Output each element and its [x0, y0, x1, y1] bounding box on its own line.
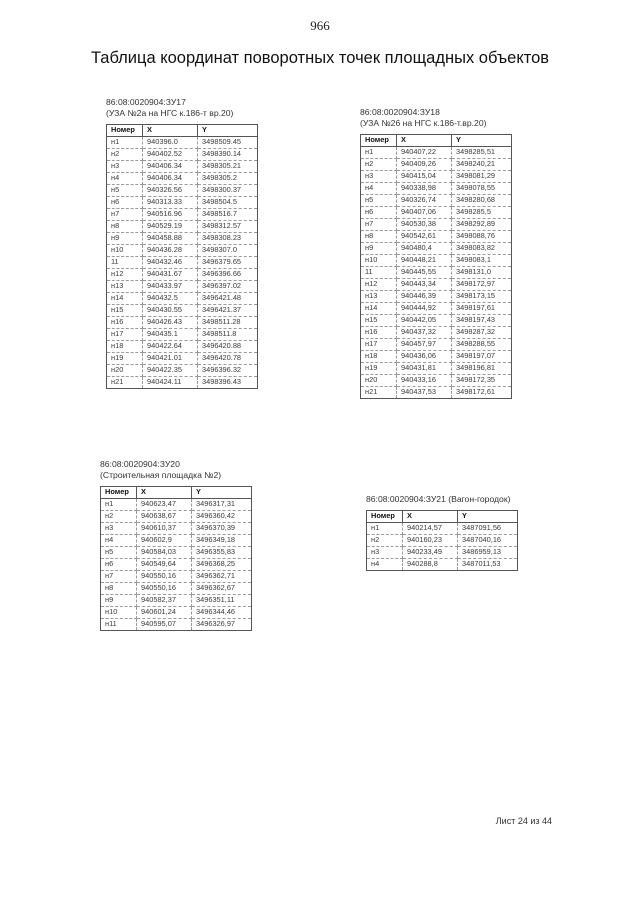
y-coordinate: 3496420.88 — [198, 341, 258, 353]
table-row — [361, 351, 512, 363]
y-coordinate: 3498088,76 — [452, 231, 512, 243]
cadastral-number: 86:08:0020904:ЗУ21 (Вагон-городок) — [366, 494, 511, 504]
object-subtitle: (УЗА №2а на НГС к.186-т вр.20) — [106, 108, 234, 118]
y-coordinate: 3487040,16 — [458, 535, 518, 547]
table-row — [361, 387, 512, 399]
table-row — [107, 197, 258, 209]
point-number: 11 — [361, 267, 397, 279]
x-coordinate: 940422.35 — [143, 365, 198, 377]
table-row — [107, 305, 258, 317]
x-coordinate: 940406.34 — [143, 161, 198, 173]
x-coordinate: 940550,16 — [137, 583, 192, 595]
table-row — [107, 353, 258, 365]
table-row — [361, 183, 512, 195]
point-number: н21 — [361, 387, 397, 399]
point-number: н20 — [107, 365, 143, 377]
x-coordinate: 940326.56 — [143, 185, 198, 197]
y-coordinate: 3498396.43 — [198, 377, 258, 389]
table-row — [361, 315, 512, 327]
x-coordinate: 940436,06 — [397, 351, 452, 363]
coordinates-table — [100, 486, 252, 631]
x-coordinate: 940407,22 — [397, 147, 452, 159]
table-row — [101, 523, 252, 535]
x-coordinate: 940437,53 — [397, 387, 452, 399]
x-coordinate: 940445,55 — [397, 267, 452, 279]
x-coordinate: 940602,9 — [137, 535, 192, 547]
x-coordinate: 940288,8 — [403, 559, 458, 571]
x-coordinate: 940529.19 — [143, 221, 198, 233]
x-coordinate: 940415,04 — [397, 171, 452, 183]
point-number: н6 — [101, 559, 137, 571]
object-subtitle: (Строительная площадка №2) — [100, 470, 222, 480]
point-number: н20 — [361, 375, 397, 387]
y-coordinate: 3498511.28 — [198, 317, 258, 329]
y-coordinate: 3486959,13 — [458, 547, 518, 559]
y-coordinate: 3498240,21 — [452, 159, 512, 171]
table-row — [361, 231, 512, 243]
table-header-row — [101, 487, 252, 499]
table-row — [361, 255, 512, 267]
table-row — [107, 149, 258, 161]
point-number: н14 — [107, 293, 143, 305]
cadastral-number: 86:08:0020904:ЗУ17 — [106, 97, 186, 107]
x-coordinate: 940610,37 — [137, 523, 192, 535]
x-coordinate: 940422.64 — [143, 341, 198, 353]
cadastral-number: 86:08:0020904:ЗУ20 — [100, 459, 180, 469]
point-number: н4 — [101, 535, 137, 547]
point-number: н7 — [101, 571, 137, 583]
y-coordinate: 3498196,81 — [452, 363, 512, 375]
x-coordinate: 940530,38 — [397, 219, 452, 231]
table-row — [361, 171, 512, 183]
point-number: н17 — [107, 329, 143, 341]
x-coordinate: 940480,4 — [397, 243, 452, 255]
point-number: н10 — [101, 607, 137, 619]
table-row — [101, 619, 252, 631]
y-coordinate: 3496351,11 — [192, 595, 252, 607]
y-coordinate: 3498308.23 — [198, 233, 258, 245]
y-coordinate: 3496396.32 — [198, 365, 258, 377]
y-coordinate: 3496397.02 — [198, 281, 258, 293]
x-coordinate: 940421.01 — [143, 353, 198, 365]
y-coordinate: 3498172,61 — [452, 387, 512, 399]
table-row — [361, 339, 512, 351]
y-coordinate: 3498305.2 — [198, 173, 258, 185]
point-number: н4 — [107, 173, 143, 185]
y-coordinate: 3496362,67 — [192, 583, 252, 595]
table-row — [367, 547, 518, 559]
table-block-zu17 — [106, 97, 258, 389]
point-number: н3 — [367, 547, 403, 559]
y-coordinate: 3498285,5 — [452, 207, 512, 219]
header-cell-x: X — [137, 487, 192, 499]
y-coordinate: 3498511.8 — [198, 329, 258, 341]
y-coordinate: 3498131,0 — [452, 267, 512, 279]
y-coordinate: 3496360,42 — [192, 511, 252, 523]
point-number: н5 — [101, 547, 137, 559]
point-number: н7 — [107, 209, 143, 221]
x-coordinate: 940549,64 — [137, 559, 192, 571]
table-row — [101, 499, 252, 511]
x-coordinate: 940326,74 — [397, 195, 452, 207]
y-coordinate: 3498172,97 — [452, 279, 512, 291]
table-header-row — [367, 511, 518, 523]
object-subtitle: (УЗА №26 на НГС к.186-т.вр.20) — [360, 118, 487, 128]
point-number: н3 — [107, 161, 143, 173]
point-number: н1 — [361, 147, 397, 159]
point-number: н1 — [367, 523, 403, 535]
y-coordinate: 3496396.66 — [198, 269, 258, 281]
point-number: н3 — [361, 171, 397, 183]
cadastral-number: 86:08:0020904:ЗУ18 — [360, 107, 440, 117]
y-coordinate: 3498300.37 — [198, 185, 258, 197]
header-cell-y: Y — [192, 487, 252, 499]
point-number: н4 — [367, 559, 403, 571]
x-coordinate: 940409,26 — [397, 159, 452, 171]
point-number: н19 — [107, 353, 143, 365]
header-cell-x: X — [143, 125, 198, 137]
x-coordinate: 940458.88 — [143, 233, 198, 245]
y-coordinate: 3498197,43 — [452, 315, 512, 327]
table-row — [107, 269, 258, 281]
y-coordinate: 3498078,55 — [452, 183, 512, 195]
x-coordinate: 940448,21 — [397, 255, 452, 267]
point-number: н7 — [361, 219, 397, 231]
table-row — [107, 257, 258, 269]
y-coordinate: 3496326,97 — [192, 619, 252, 631]
table-row — [367, 523, 518, 535]
y-coordinate: 3498197,07 — [452, 351, 512, 363]
x-coordinate: 940431,81 — [397, 363, 452, 375]
table-row — [107, 209, 258, 221]
table-row — [107, 185, 258, 197]
x-coordinate: 940214,57 — [403, 523, 458, 535]
point-number: н6 — [107, 197, 143, 209]
y-coordinate: 3496420.78 — [198, 353, 258, 365]
table-row — [101, 547, 252, 559]
point-number: н2 — [367, 535, 403, 547]
x-coordinate: 940550,16 — [137, 571, 192, 583]
point-number: н9 — [361, 243, 397, 255]
x-coordinate: 940436.28 — [143, 245, 198, 257]
x-coordinate: 940443,34 — [397, 279, 452, 291]
coordinates-table — [106, 124, 258, 389]
point-number: н1 — [107, 137, 143, 149]
table-row — [107, 377, 258, 389]
table-row — [361, 267, 512, 279]
table-header-row — [361, 135, 512, 147]
y-coordinate: 3487011,53 — [458, 559, 518, 571]
table-row — [361, 291, 512, 303]
x-coordinate: 940437,32 — [397, 327, 452, 339]
x-coordinate: 940402.52 — [143, 149, 198, 161]
y-coordinate: 3498312.57 — [198, 221, 258, 233]
x-coordinate: 940433,16 — [397, 375, 452, 387]
y-coordinate: 3487091,56 — [458, 523, 518, 535]
y-coordinate: 3496344,46 — [192, 607, 252, 619]
x-coordinate: 940542,61 — [397, 231, 452, 243]
x-coordinate: 940446,39 — [397, 291, 452, 303]
x-coordinate: 940433.97 — [143, 281, 198, 293]
table-row — [107, 329, 258, 341]
x-coordinate: 940396.0 — [143, 137, 198, 149]
point-number: н2 — [107, 149, 143, 161]
table-row — [107, 221, 258, 233]
x-coordinate: 940430.55 — [143, 305, 198, 317]
y-coordinate: 3498516.7 — [198, 209, 258, 221]
x-coordinate: 940338,98 — [397, 183, 452, 195]
header-cell-number: Номер — [101, 487, 137, 499]
y-coordinate: 3498280,68 — [452, 195, 512, 207]
table-header-row — [107, 125, 258, 137]
table-row — [101, 571, 252, 583]
y-coordinate: 3498292,89 — [452, 219, 512, 231]
point-number: н3 — [101, 523, 137, 535]
x-coordinate: 940623,47 — [137, 499, 192, 511]
point-number: н10 — [361, 255, 397, 267]
table-row — [361, 327, 512, 339]
point-number: н1 — [101, 499, 137, 511]
x-coordinate: 940595,07 — [137, 619, 192, 631]
point-number: н8 — [107, 221, 143, 233]
y-coordinate: 3496379.65 — [198, 257, 258, 269]
y-coordinate: 3498173,15 — [452, 291, 512, 303]
x-coordinate: 940426.43 — [143, 317, 198, 329]
y-coordinate: 3498172,35 — [452, 375, 512, 387]
table-row — [101, 535, 252, 547]
x-coordinate: 940584,03 — [137, 547, 192, 559]
x-coordinate: 940432.46 — [143, 257, 198, 269]
table-row — [107, 245, 258, 257]
header-cell-x: X — [403, 511, 458, 523]
table-row — [101, 559, 252, 571]
point-number: н8 — [101, 583, 137, 595]
table-block-zu20 — [100, 459, 252, 631]
x-coordinate: 940424.11 — [143, 377, 198, 389]
table-row — [107, 341, 258, 353]
x-coordinate: 940457,97 — [397, 339, 452, 351]
x-coordinate: 940431.67 — [143, 269, 198, 281]
header-cell-x: X — [397, 135, 452, 147]
point-number: н15 — [361, 315, 397, 327]
table-row — [107, 365, 258, 377]
point-number: н8 — [361, 231, 397, 243]
y-coordinate: 3498083,1 — [452, 255, 512, 267]
header-cell-number: Номер — [107, 125, 143, 137]
y-coordinate: 3498509.45 — [198, 137, 258, 149]
y-coordinate: 3498287,32 — [452, 327, 512, 339]
table-row — [361, 147, 512, 159]
x-coordinate: 940407,06 — [397, 207, 452, 219]
header-cell-y: Y — [198, 125, 258, 137]
x-coordinate: 940313.33 — [143, 197, 198, 209]
point-number: н19 — [361, 363, 397, 375]
table-row — [361, 375, 512, 387]
table-row — [361, 159, 512, 171]
point-number: н5 — [107, 185, 143, 197]
y-coordinate: 3496421.37 — [198, 305, 258, 317]
table-row — [361, 243, 512, 255]
point-number: н13 — [361, 291, 397, 303]
sheet-counter: Лист 24 из 44 — [495, 816, 552, 826]
table-row — [107, 233, 258, 245]
header-cell-number: Номер — [361, 135, 397, 147]
point-number: н13 — [107, 281, 143, 293]
table-row — [107, 161, 258, 173]
point-number: н12 — [361, 279, 397, 291]
x-coordinate: 940638,67 — [137, 511, 192, 523]
point-number: н11 — [101, 619, 137, 631]
point-number: н2 — [101, 511, 137, 523]
table-row — [367, 535, 518, 547]
x-coordinate: 940582,37 — [137, 595, 192, 607]
y-coordinate: 3498081,29 — [452, 171, 512, 183]
y-coordinate: 3496349,18 — [192, 535, 252, 547]
table-row — [361, 219, 512, 231]
page-number: 966 — [310, 18, 330, 33]
x-coordinate: 940442,05 — [397, 315, 452, 327]
table-row — [107, 137, 258, 149]
point-number: н21 — [107, 377, 143, 389]
point-number: н16 — [107, 317, 143, 329]
table-row — [101, 607, 252, 619]
table-row — [107, 173, 258, 185]
x-coordinate: 940601,24 — [137, 607, 192, 619]
point-number: 11 — [107, 257, 143, 269]
table-row — [361, 279, 512, 291]
point-number: н9 — [107, 233, 143, 245]
y-coordinate: 3498288,55 — [452, 339, 512, 351]
y-coordinate: 3498083,82 — [452, 243, 512, 255]
y-coordinate: 3496362,71 — [192, 571, 252, 583]
table-block-zu18 — [360, 107, 512, 399]
point-number: н14 — [361, 303, 397, 315]
point-number: н6 — [361, 207, 397, 219]
y-coordinate: 3498197,61 — [452, 303, 512, 315]
point-number: н2 — [361, 159, 397, 171]
y-coordinate: 3496317,31 — [192, 499, 252, 511]
x-coordinate: 940435.1 — [143, 329, 198, 341]
table-row — [107, 281, 258, 293]
x-coordinate: 940432.5 — [143, 293, 198, 305]
point-number: н18 — [107, 341, 143, 353]
x-coordinate: 940516.96 — [143, 209, 198, 221]
point-number: н16 — [361, 327, 397, 339]
header-cell-y: Y — [452, 135, 512, 147]
x-coordinate: 940444,92 — [397, 303, 452, 315]
table-row — [107, 317, 258, 329]
y-coordinate: 3496368,25 — [192, 559, 252, 571]
table-row — [107, 293, 258, 305]
header-cell-y: Y — [458, 511, 518, 523]
y-coordinate: 3498390.14 — [198, 149, 258, 161]
point-number: н5 — [361, 195, 397, 207]
table-row — [367, 559, 518, 571]
y-coordinate: 3498285,51 — [452, 147, 512, 159]
coordinates-table — [366, 510, 518, 571]
point-number: н12 — [107, 269, 143, 281]
table-row — [101, 511, 252, 523]
point-number: н15 — [107, 305, 143, 317]
y-coordinate: 3496421.48 — [198, 293, 258, 305]
y-coordinate: 3496355,83 — [192, 547, 252, 559]
table-row — [101, 583, 252, 595]
x-coordinate: 940160,23 — [403, 535, 458, 547]
y-coordinate: 3498307.0 — [198, 245, 258, 257]
table-row — [361, 207, 512, 219]
y-coordinate: 3498305.21 — [198, 161, 258, 173]
table-row — [361, 303, 512, 315]
x-coordinate: 940233,49 — [403, 547, 458, 559]
y-coordinate: 3496370,39 — [192, 523, 252, 535]
y-coordinate: 3498504.5 — [198, 197, 258, 209]
table-block-zu21 — [366, 494, 518, 571]
point-number: н10 — [107, 245, 143, 257]
page-title: Таблица координат поворотных точек площадных объектов — [90, 49, 550, 67]
point-number: н17 — [361, 339, 397, 351]
table-row — [361, 363, 512, 375]
table-row — [101, 595, 252, 607]
x-coordinate: 940406.34 — [143, 173, 198, 185]
point-number: н4 — [361, 183, 397, 195]
point-number: н9 — [101, 595, 137, 607]
table-row — [361, 195, 512, 207]
coordinates-table — [360, 134, 512, 399]
header-cell-number: Номер — [367, 511, 403, 523]
point-number: н18 — [361, 351, 397, 363]
